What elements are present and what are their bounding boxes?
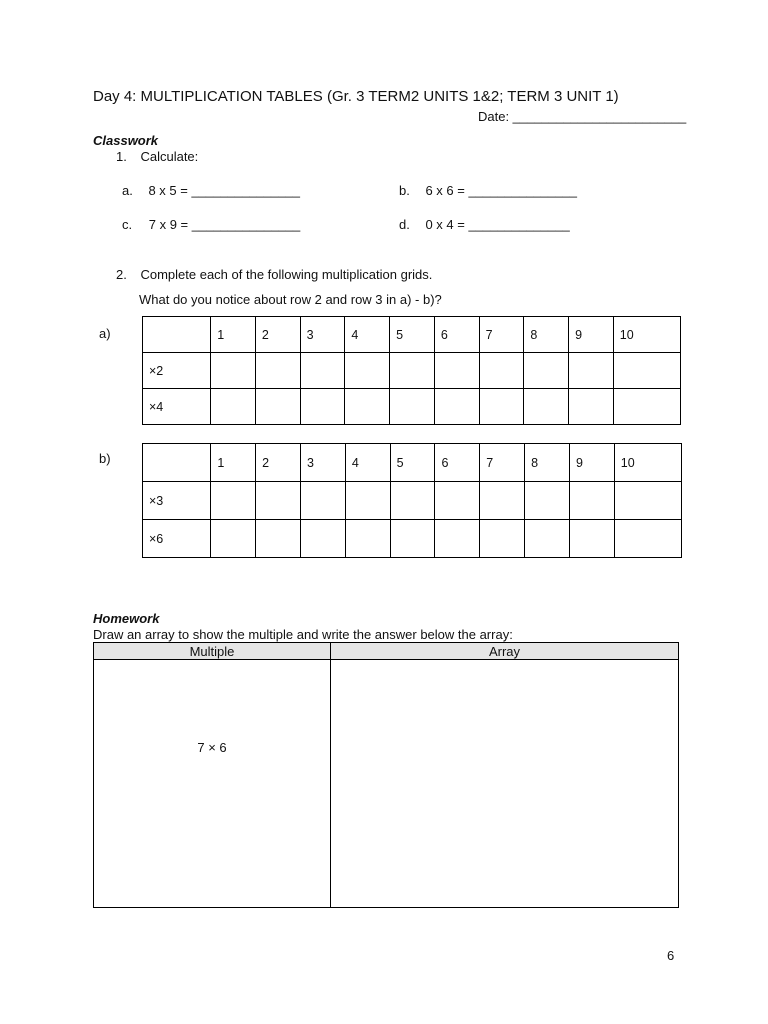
grid-row bbox=[143, 389, 681, 425]
grid-answer-cell[interactable] bbox=[390, 353, 435, 389]
homework-heading: Homework bbox=[93, 611, 160, 626]
multiple-expression: 7 × 6 bbox=[197, 740, 227, 755]
homework-table bbox=[93, 642, 679, 908]
question-1 bbox=[116, 149, 198, 164]
question-2 bbox=[116, 267, 432, 282]
question-text: Calculate: bbox=[140, 149, 199, 164]
grid-answer-cell[interactable] bbox=[211, 520, 256, 558]
grid-header-cell: 3 bbox=[300, 444, 345, 482]
grid-answer-cell[interactable] bbox=[211, 482, 256, 520]
item-letter: c. bbox=[122, 217, 133, 232]
question-number: 2. bbox=[116, 267, 127, 282]
multiplication-grid-a bbox=[142, 316, 681, 425]
grid-row-label: ×4 bbox=[143, 389, 211, 425]
grid-answer-cell[interactable] bbox=[613, 353, 680, 389]
grid-header-cell: 4 bbox=[345, 317, 390, 353]
grid-answer-cell[interactable] bbox=[345, 389, 390, 425]
grid-header-cell: 4 bbox=[345, 444, 390, 482]
grid-answer-cell[interactable] bbox=[390, 482, 435, 520]
grid-header-row bbox=[143, 317, 681, 353]
grid-answer-cell[interactable] bbox=[569, 353, 614, 389]
grid-row-label: ×2 bbox=[143, 353, 211, 389]
grid-answer-cell[interactable] bbox=[524, 353, 569, 389]
grid-row bbox=[143, 353, 681, 389]
grid-header-cell: 7 bbox=[480, 444, 525, 482]
grid-answer-cell[interactable] bbox=[345, 482, 390, 520]
calc-item-d bbox=[399, 217, 570, 232]
grid-answer-cell[interactable] bbox=[256, 520, 301, 558]
grid-row bbox=[143, 482, 682, 520]
grid-answer-cell[interactable] bbox=[614, 482, 681, 520]
grid-answer-cell[interactable] bbox=[211, 389, 256, 425]
page-number: 6 bbox=[667, 948, 675, 963]
grid-label-a: a) bbox=[99, 326, 111, 341]
grid-answer-cell[interactable] bbox=[569, 389, 614, 425]
grid-answer-cell[interactable] bbox=[434, 353, 479, 389]
grid-row-label: ×3 bbox=[143, 482, 211, 520]
item-expression: 8 x 5 = _______________ bbox=[148, 183, 300, 198]
grid-answer-cell[interactable] bbox=[345, 353, 390, 389]
grid-answer-cell[interactable] bbox=[211, 353, 256, 389]
grid-label-b: b) bbox=[99, 451, 111, 466]
grid-row-label: ×6 bbox=[143, 520, 211, 558]
grid-answer-cell[interactable] bbox=[300, 389, 345, 425]
multiple-cell bbox=[94, 660, 331, 908]
grid-header-cell: 10 bbox=[614, 444, 681, 482]
grid-header-cell: 5 bbox=[390, 317, 435, 353]
date-field: Date: ________________________ bbox=[478, 109, 687, 124]
item-expression: 7 x 9 = _______________ bbox=[148, 217, 301, 232]
item-letter: b. bbox=[399, 183, 410, 198]
homework-row bbox=[94, 660, 679, 908]
multiplication-grid-b bbox=[142, 443, 682, 558]
grid-header-cell: 5 bbox=[390, 444, 435, 482]
question-number: 1. bbox=[116, 149, 127, 164]
grid-header-cell: 2 bbox=[256, 444, 301, 482]
grid-answer-cell[interactable] bbox=[300, 520, 345, 558]
grid-answer-cell[interactable] bbox=[569, 482, 614, 520]
grid-answer-cell[interactable] bbox=[255, 353, 300, 389]
question-text: Complete each of the following multiplication grids. bbox=[140, 267, 433, 282]
grid-header-cell: 7 bbox=[479, 317, 524, 353]
classwork-heading: Classwork bbox=[93, 133, 159, 148]
grid-corner-cell bbox=[143, 444, 211, 482]
grid-header-cell: 3 bbox=[300, 317, 345, 353]
grid-answer-cell[interactable] bbox=[480, 520, 525, 558]
item-expression: 0 x 4 = ______________ bbox=[425, 217, 570, 232]
grid-answer-cell[interactable] bbox=[479, 353, 524, 389]
grid-corner-cell bbox=[143, 317, 211, 353]
grid-header-cell: 10 bbox=[613, 317, 680, 353]
calc-item-a bbox=[122, 183, 300, 198]
grid-header-cell: 9 bbox=[569, 444, 614, 482]
grid-header-cell: 8 bbox=[524, 317, 569, 353]
homework-instruction: Draw an array to show the multiple and write the answer below the array: bbox=[93, 627, 513, 642]
array-drawing-cell[interactable] bbox=[331, 660, 679, 908]
page-title: Day 4: MULTIPLICATION TABLES (Gr. 3 TERM2 UNITS 1&2; TERM 3 UNIT 1) bbox=[93, 88, 619, 105]
grid-answer-cell[interactable] bbox=[256, 482, 301, 520]
item-letter: a. bbox=[122, 183, 133, 198]
grid-answer-cell[interactable] bbox=[479, 389, 524, 425]
grid-answer-cell[interactable] bbox=[390, 389, 435, 425]
grid-answer-cell[interactable] bbox=[525, 482, 570, 520]
grid-answer-cell[interactable] bbox=[345, 520, 390, 558]
grid-answer-cell[interactable] bbox=[435, 520, 480, 558]
grid-header-cell: 2 bbox=[255, 317, 300, 353]
grid-answer-cell[interactable] bbox=[434, 389, 479, 425]
item-expression: 6 x 6 = _______________ bbox=[425, 183, 577, 198]
grid-row bbox=[143, 520, 682, 558]
grid-answer-cell[interactable] bbox=[255, 389, 300, 425]
grid-answer-cell[interactable] bbox=[525, 520, 570, 558]
question-subtext: What do you notice about row 2 and row 3 in a) - b)? bbox=[139, 292, 442, 307]
grid-answer-cell[interactable] bbox=[300, 482, 345, 520]
grid-header-row bbox=[143, 444, 682, 482]
grid-answer-cell[interactable] bbox=[435, 482, 480, 520]
grid-answer-cell[interactable] bbox=[524, 389, 569, 425]
array-column-header: Array bbox=[331, 643, 679, 660]
grid-answer-cell[interactable] bbox=[390, 520, 435, 558]
grid-answer-cell[interactable] bbox=[300, 353, 345, 389]
grid-header-cell: 1 bbox=[211, 317, 256, 353]
grid-answer-cell[interactable] bbox=[614, 520, 681, 558]
grid-header-cell: 9 bbox=[569, 317, 614, 353]
item-letter: d. bbox=[399, 217, 410, 232]
grid-header-cell: 6 bbox=[434, 317, 479, 353]
calc-item-b bbox=[399, 183, 577, 198]
homework-header-row bbox=[94, 643, 679, 660]
grid-answer-cell[interactable] bbox=[480, 482, 525, 520]
grid-answer-cell[interactable] bbox=[569, 520, 614, 558]
grid-header-cell: 8 bbox=[525, 444, 570, 482]
grid-header-cell: 1 bbox=[211, 444, 256, 482]
grid-answer-cell[interactable] bbox=[613, 389, 680, 425]
multiple-column-header: Multiple bbox=[94, 643, 331, 660]
grid-header-cell: 6 bbox=[435, 444, 480, 482]
calc-item-c bbox=[122, 217, 300, 232]
